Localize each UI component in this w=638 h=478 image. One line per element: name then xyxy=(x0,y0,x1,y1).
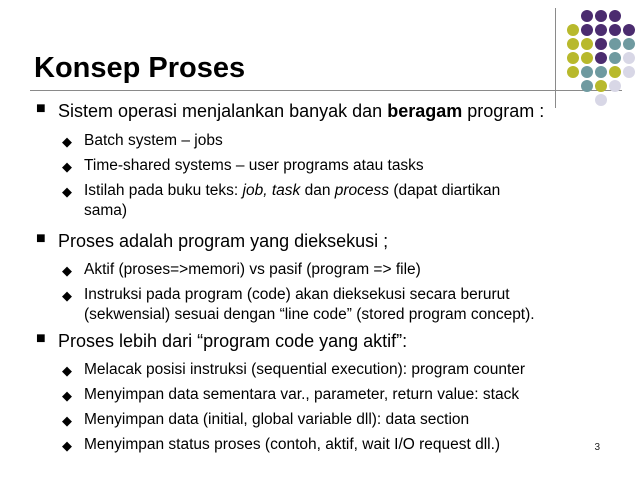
decor-dot xyxy=(595,10,607,22)
decor-dot xyxy=(609,52,621,64)
sub-bullet-continuation: (sekwensial) sesuai dengan “line code” (stored program concept). xyxy=(84,306,535,323)
bullet-3-text: Proses lebih dari “program code yang aktif”: xyxy=(58,331,408,351)
decor-dot xyxy=(609,66,621,78)
page-title: Konsep Proses xyxy=(34,52,246,84)
decor-dot xyxy=(595,66,607,78)
decor-dot xyxy=(595,94,607,106)
title-underline xyxy=(30,90,622,91)
decor-dot xyxy=(609,24,621,36)
decor-dot xyxy=(581,24,593,36)
diamond-bullet-icon: ◆ xyxy=(62,413,72,428)
diamond-bullet-icon: ◆ xyxy=(62,184,72,199)
diamond-bullet-icon: ◆ xyxy=(62,263,72,278)
decor-dot xyxy=(567,38,579,50)
sub-bullet: Menyimpan status proses (contoh, aktif, wait I/O request dll.) xyxy=(84,436,501,453)
decor-dot xyxy=(567,66,579,78)
decor-dot xyxy=(581,80,593,92)
decor-dot xyxy=(567,24,579,36)
diamond-bullet-icon: ◆ xyxy=(62,438,72,453)
sub-bullet: Menyimpan data (initial, global variable dll): data section xyxy=(84,411,470,428)
diamond-bullet-icon: ◆ xyxy=(62,288,72,303)
square-bullet-icon: ■ xyxy=(36,330,46,347)
square-bullet-icon: ■ xyxy=(36,230,46,247)
decor-dot xyxy=(623,24,635,36)
decor-dot xyxy=(581,66,593,78)
decor-vertical-line xyxy=(555,8,556,108)
decor-dot xyxy=(595,80,607,92)
sub-bullet: Istilah pada buku teks: job, task dan process (dapat diartikan xyxy=(84,182,501,199)
decor-dot xyxy=(623,38,635,50)
bullet-2-text: Proses adalah program yang dieksekusi ; xyxy=(58,231,389,251)
diamond-bullet-icon: ◆ xyxy=(62,159,72,174)
bullet-1-text: Sistem operasi menjalankan banyak dan beragam program : xyxy=(58,101,545,121)
page-number: 3 xyxy=(594,442,600,453)
decor-dot xyxy=(609,10,621,22)
sub-bullet: Batch system – jobs xyxy=(84,132,223,149)
diamond-bullet-icon: ◆ xyxy=(62,363,72,378)
decor-dot xyxy=(567,52,579,64)
decor-dot xyxy=(623,66,635,78)
sub-bullet: Instruksi pada program (code) akan dieksekusi secara berurut xyxy=(84,286,510,303)
decor-dot xyxy=(623,52,635,64)
decor-dot xyxy=(609,80,621,92)
diamond-bullet-icon: ◆ xyxy=(62,388,72,403)
decor-dot xyxy=(609,38,621,50)
decor-dot xyxy=(581,10,593,22)
sub-bullet: Aktif (proses=>memori) vs pasif (program => file) xyxy=(84,261,421,278)
diamond-bullet-icon: ◆ xyxy=(62,134,72,149)
sub-bullet-continuation: sama) xyxy=(84,202,128,219)
sub-bullet: Time-shared systems – user programs atau tasks xyxy=(84,157,424,174)
decor-dot xyxy=(595,52,607,64)
decor-dot xyxy=(595,38,607,50)
square-bullet-icon: ■ xyxy=(36,100,46,117)
decor-dot xyxy=(581,52,593,64)
bold-word: beragam xyxy=(387,101,463,121)
decor-dot xyxy=(595,24,607,36)
sub-bullet: Melacak posisi instruksi (sequential execution): program counter xyxy=(84,361,526,378)
decor-dot xyxy=(581,38,593,50)
sub-bullet: Menyimpan data sementara var., parameter, return value: stack xyxy=(84,386,520,403)
